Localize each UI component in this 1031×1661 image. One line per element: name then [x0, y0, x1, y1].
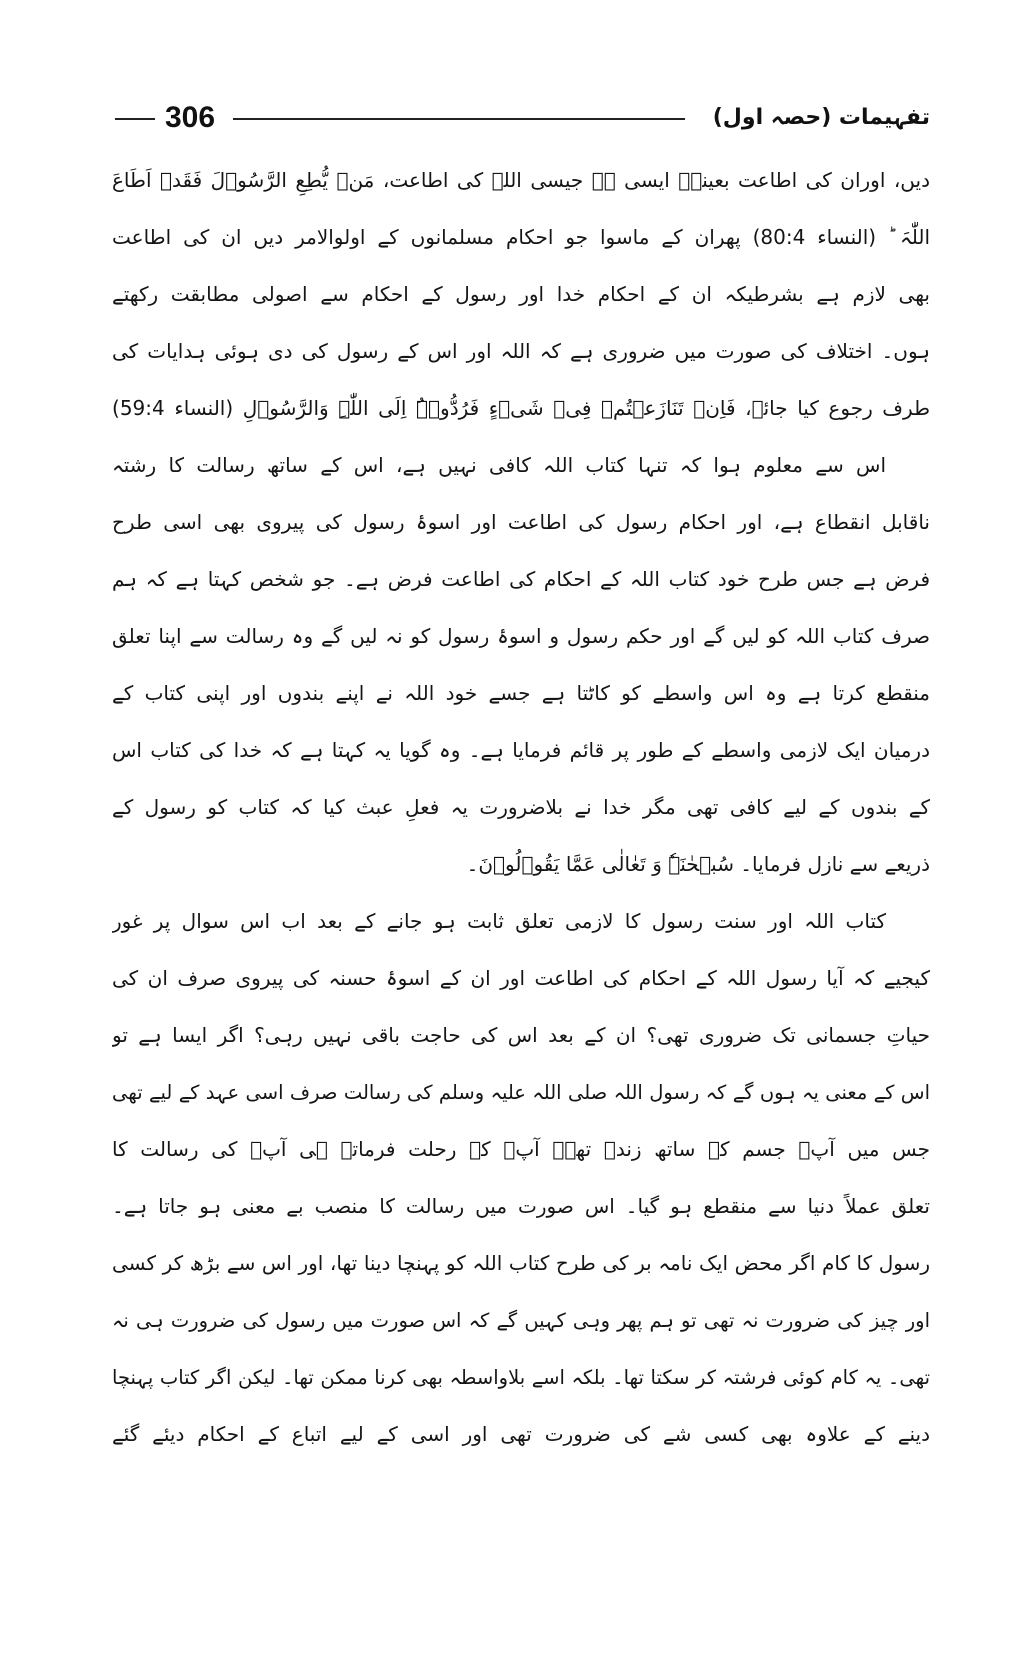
text-line: تھی۔ یہ کام کوئی فرشتہ کر سکتا تھا۔ بلکہ اسے بلاواسطہ بھی کرنا ممکن تھا۔ لیکن اگر کتاب پہنچا — [112, 1366, 930, 1389]
body-text — [112, 152, 930, 1463]
header-rule-right — [233, 118, 685, 120]
text-line: اللّٰہَ ؕ (النساء 80:4) پھران کے ماسوا جو احکام مسلمانوں کے اولوالامر دیں ان کی اطاعت — [112, 225, 930, 249]
text-line: بھی لازم ہے بشرطیکہ ان کے احکام خدا اور رسول کے احکام سے اصولی مطابقت رکھتے — [112, 282, 930, 306]
text-line: اس کے معنی یہ ہوں گے کہ رسول اللہ صلی اللہ علیہ وسلم کی رسالت صرف اسی عہد کے لیے تھی — [112, 1081, 930, 1104]
text-line: ناقابل انقطاع ہے، اور احکام رسول کی اطاعت اور اسوۂ رسول کی پیروی بھی اسی طرح — [112, 510, 930, 534]
text-line: ہوں۔ اختلاف کی صورت میں ضروری ہے کہ اللہ اور اس کے رسول کی دی ہوئی ہدایات کی — [112, 339, 930, 363]
text-line: کے بندوں کے لیے کافی تھی مگر خدا نے بلاضرورت یہ فعلِ عبث کیا کہ کتاب کو رسول کے — [112, 795, 930, 819]
text-line: فرض ہے جس طرح خود کتاب اللہ کے احکام کی اطاعت فرض ہے۔ جو شخص کہتا ہے کہ ہم — [112, 567, 930, 591]
page-header — [115, 96, 930, 140]
text-line: رسول کا کام اگر محض ایک نامہ بر کی طرح کتاب اللہ کو پہنچا دینا تھا، اور اس سے بڑھ کر کسی — [112, 1251, 930, 1275]
text-line: جس میں آپؐ جسم کے ساتھ زندہ تھے۔ آپؐ کے رحلت فرماتے ہی آپؐ کی رسالت کا — [112, 1137, 930, 1161]
text-line: حیاتِ جسمانی تک ضروری تھی؟ ان کے بعد اس کی حاجت باقی نہیں رہی؟ اگر ایسا ہے تو — [112, 1023, 930, 1047]
text-line: درمیان ایک لازمی واسطے کے طور پر قائم فرمایا ہے۔ وہ گویا یہ کہتا ہے کہ خدا کی کتاب اس — [112, 738, 930, 762]
text-line: منقطع کرتا ہے وہ اس واسطے کو کاٹتا ہے جسے خود اللہ نے اپنے بندوں اور اپنی کتاب کے — [112, 681, 930, 705]
paragraph-end-line: ذریعے سے نازل فرمایا۔ سُبۡحٰنَہٗ وَ تَعٰالٰی عَمَّا یَقُوۡلُوۡنَ۔ — [466, 852, 930, 876]
page-number: 306 — [165, 101, 216, 134]
text-line: اور چیز کی ضرورت نہ تھی تو ہم پھر وہی کہیں گے کہ اس صورت میں رسول کی ضرورت ہی نہ — [112, 1309, 930, 1332]
text-line: صرف کتاب اللہ کو لیں گے اور حکم رسول و اسوۂ رسول کو نہ لیں گے وہ رسالت سے اپنا تعلق — [112, 624, 930, 648]
paragraph-start-line: کتاب اللہ اور سنت رسول کا لازمی تعلق ثابت ہو جانے کے بعد اب اس سوال پر غور — [112, 909, 886, 933]
text-line: کیجیے کہ آیا رسول اللہ کے احکام کی اطاعت اور ان کے اسوۂ حسنہ کی پیروی صرف ان کی — [112, 966, 930, 990]
header-rule-left — [115, 118, 155, 120]
text-line: طرف رجوع کیا جائے، فَاِنۡ تَنَازَعۡتُمۡ فِیۡ شَیۡءٍ فَرُدُّوۡہُ اِلَی اللّٰہِ وَالرَّسُوۡلِ (النساء 59:4) — [112, 396, 930, 420]
text-line: دینے کے علاوہ بھی کسی شے کی ضرورت تھی اور اسی کے لیے اتباع کے احکام دیئے گئے — [112, 1422, 930, 1446]
paragraph-start-line: اس سے معلوم ہوا کہ تنہا کتاب اللہ کافی نہیں ہے، اس کے ساتھ رسالت کا رشتہ — [112, 453, 886, 477]
running-head-title: تفہیمات (حصہ اول) — [712, 105, 930, 130]
text-line: تعلق عملاً دنیا سے منقطع ہو گیا۔ اس صورت میں رسالت کا منصب بے معنی ہو جاتا ہے۔ — [112, 1194, 930, 1218]
text-line: دیں، اوران کی اطاعت بعینہٖ ایسی ہے جیسی اللہ کی اطاعت، مَنۡ یُّطِعِ الرَّسُوۡلَ فَقَدۡ اَطَاعَ — [112, 168, 930, 192]
